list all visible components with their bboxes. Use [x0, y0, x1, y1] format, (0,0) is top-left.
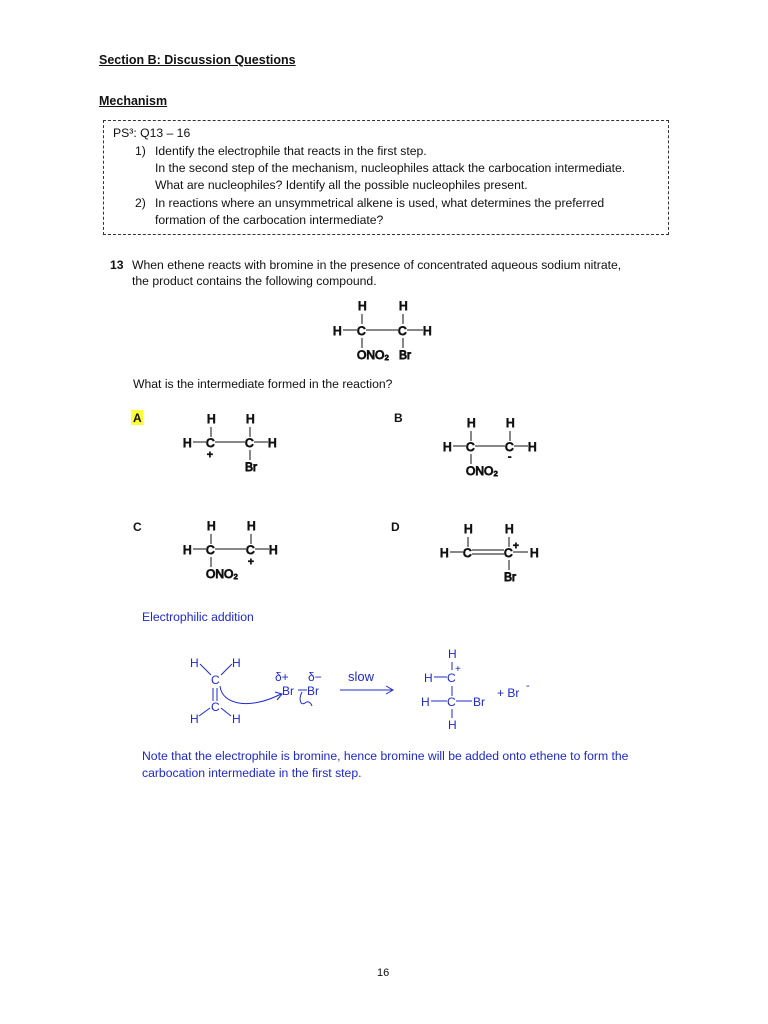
- product-h-left: H: [333, 324, 342, 338]
- bromide-charge: -: [526, 680, 530, 692]
- section-title: Section B: Discussion Questions: [99, 53, 296, 67]
- a-h-top-1: H: [207, 412, 216, 426]
- answer-note-line-1: Note that the electrophile is bromine, hence bromine will be added onto ethene to form the: [142, 749, 629, 763]
- int-c-1: C: [447, 671, 456, 685]
- mech-ethene-h-2: H: [232, 656, 241, 670]
- ps-item-1-line-1: Identify the electrophile that reacts in the first step.: [155, 144, 427, 158]
- int-br: Br: [473, 695, 485, 709]
- int-h-left: H: [424, 671, 433, 685]
- option-b-structure: [443, 416, 537, 478]
- a-br: Br: [245, 460, 257, 474]
- product-h-top-2: H: [399, 299, 408, 313]
- question-line-1: When ethene reacts with bromine in the presence of concentrated aqueous sodium nitrate,: [132, 258, 622, 272]
- answer-note-line-2: carbocation intermediate in the first step.: [142, 766, 362, 780]
- int-plus-charge: +: [455, 664, 461, 675]
- a-c-2: C: [245, 436, 254, 450]
- c-h-top-1: H: [207, 519, 216, 533]
- a-h-top-2: H: [246, 412, 255, 426]
- question-prompt: What is the intermediate formed in the reaction?: [133, 377, 393, 391]
- d-c-2: C: [504, 546, 513, 560]
- ps-item-2-line-2: formation of the carbocation intermediate?: [155, 213, 384, 227]
- product-h-top-1: H: [358, 299, 367, 313]
- option-a-structure: [183, 412, 277, 474]
- option-d-structure: [440, 522, 539, 584]
- mechanism-heading: Mechanism: [99, 94, 168, 108]
- ps-item-1-line-2: In the second step of the mechanism, nucleophiles attack the carbocation intermediate.: [155, 161, 626, 175]
- c-h-right: H: [269, 543, 278, 557]
- ps-item-1-line-3: What are nucleophiles? Identify all the possible nucleophiles present.: [155, 178, 528, 192]
- mech-ethene-c-1: C: [211, 673, 220, 687]
- int-c-2: C: [447, 695, 456, 709]
- c-h-top-2: H: [247, 519, 256, 533]
- ps-item-2-number: 2): [135, 196, 146, 210]
- answer-title: Electrophilic addition: [142, 610, 254, 624]
- page-number: 16: [377, 967, 390, 979]
- option-b-label: B: [394, 411, 403, 425]
- step-label: slow: [348, 669, 375, 684]
- d-h-top-2: H: [505, 522, 514, 536]
- c-h-left: H: [183, 543, 192, 557]
- a-h-left: H: [183, 436, 192, 450]
- d-h-right: H: [530, 546, 539, 560]
- c-ono2: ONO₂: [206, 567, 238, 581]
- a-c-1: C: [206, 436, 215, 450]
- a-h-right: H: [268, 436, 277, 450]
- b-h-right: H: [528, 440, 537, 454]
- option-c-label: C: [133, 520, 142, 534]
- product-ono2: ONO₂: [357, 348, 389, 362]
- mech-br-1: Br: [282, 684, 294, 698]
- product-c-1: C: [357, 324, 366, 338]
- int-h-left-2: H: [421, 695, 430, 709]
- int-h-bottom: H: [448, 718, 457, 732]
- option-a-label: A: [133, 411, 142, 425]
- mech-ethene-h-4: H: [232, 712, 241, 726]
- b-h-top-1: H: [467, 416, 476, 430]
- a-plus-charge: +: [207, 450, 213, 461]
- product-structure: [333, 299, 432, 362]
- d-h-left: H: [440, 546, 449, 560]
- curly-arrow-1: [220, 686, 281, 704]
- d-plus-charge: +: [513, 541, 519, 552]
- bromide-ion: + Br: [497, 686, 520, 700]
- delta-minus: δ−: [308, 670, 322, 684]
- product-h-right: H: [423, 324, 432, 338]
- d-h-top-1: H: [464, 522, 473, 536]
- d-c-1: C: [463, 546, 472, 560]
- mech-ethene-c-2: C: [211, 700, 220, 714]
- b-minus-charge: -: [508, 452, 512, 463]
- delta-plus: δ+: [275, 670, 289, 684]
- c-c-1: C: [206, 543, 215, 557]
- ps-item-2-line-1: In reactions where an unsymmetrical alkene is used, what determines the preferred: [155, 196, 605, 210]
- c-plus-charge: +: [248, 557, 254, 568]
- option-d-label: D: [391, 520, 400, 534]
- b-c-1: C: [466, 440, 475, 454]
- question-line-2: the product contains the following compound.: [132, 274, 377, 288]
- b-ono2: ONO₂: [466, 464, 498, 478]
- mech-ethene-h-1: H: [190, 656, 199, 670]
- mech-br-2: Br: [307, 684, 319, 698]
- int-h-top: H: [448, 647, 457, 661]
- b-h-top-2: H: [506, 416, 515, 430]
- b-c-2: C: [505, 440, 514, 454]
- product-br: Br: [399, 348, 411, 362]
- mechanism-diagram: [190, 647, 530, 732]
- mech-ethene-h-3: H: [190, 712, 199, 726]
- option-c-structure: [183, 519, 278, 581]
- d-br: Br: [504, 570, 516, 584]
- c-c-2: C: [246, 543, 255, 557]
- ps-reference: PS³: Q13 – 16: [113, 126, 191, 140]
- question-number: 13: [110, 258, 124, 272]
- ps-item-1-number: 1): [135, 144, 146, 158]
- product-c-2: C: [398, 324, 407, 338]
- b-h-left: H: [443, 440, 452, 454]
